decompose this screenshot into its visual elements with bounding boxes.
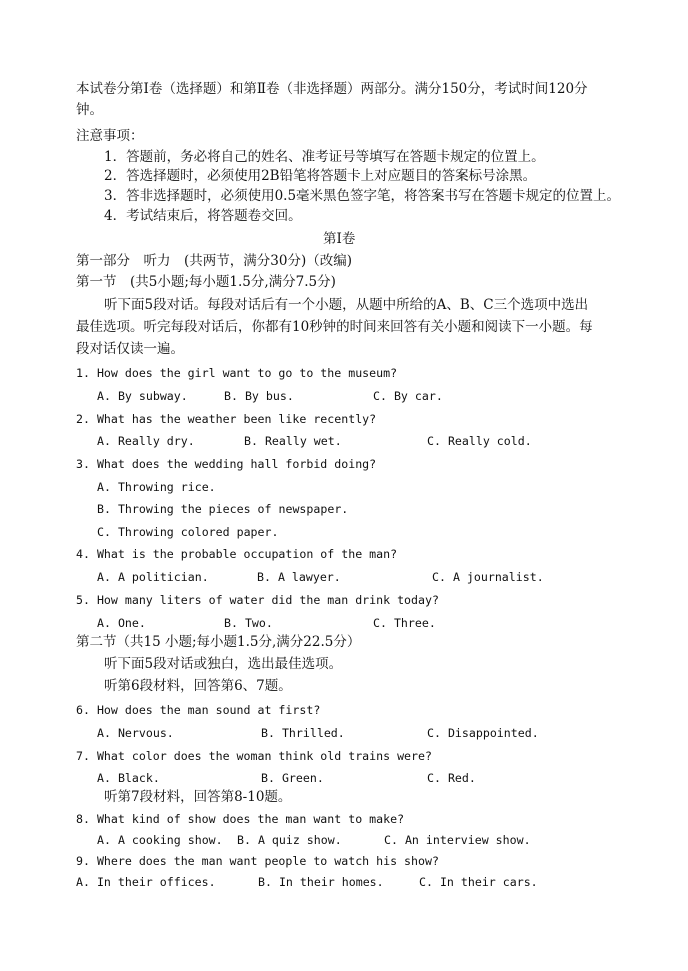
question-8: 8. What kind of show does the man want to make? [76, 812, 405, 826]
option-1b: B. By bus. [224, 389, 294, 403]
option-9b: B. In their homes. [258, 875, 384, 889]
question-2: 2. What has the weather been like recently? [76, 412, 377, 426]
option-9c: C. In their cars. [419, 875, 538, 889]
option-7c: C. Red. [427, 771, 476, 785]
option-1a: A. By subway. [97, 389, 188, 403]
question-5: 5. How many liters of water did the man drink today? [76, 593, 439, 607]
note-item: 1．答题前，务必将自己的姓名、准考证号等填写在答题卡规定的位置上。 [104, 149, 545, 165]
material-6-note: 听第6段材料，回答第6、7题。 [104, 678, 292, 694]
option-7a: A. Black. [97, 771, 160, 785]
intro-line-1: 本试卷分第Ⅰ卷（选择题）和第Ⅱ卷（非选择题）两部分。满分150分，考试时间120分 [76, 81, 588, 97]
section1-instruction: 段对话仅读一遍。 [76, 341, 184, 357]
option-2b: B. Really wet. [244, 434, 342, 448]
option-4b: B. A lawyer. [257, 570, 341, 584]
material-7-note: 听第7段材料，回答第8-10题。 [104, 789, 292, 805]
option-2a: A. Really dry. [97, 434, 195, 448]
section1-instruction: 最佳选项。听完每段对话后，你都有10秒钟的时间来回答有关小题和阅读下一小题。每 [76, 319, 593, 335]
option-4a: A. A politician. [97, 570, 209, 584]
option-3a: A. Throwing rice. [97, 480, 216, 494]
option-3c: C. Throwing colored paper. [97, 525, 279, 539]
note-item: 4．考试结束后，将答题卷交回。 [104, 208, 302, 224]
option-6c: C. Disappointed. [427, 726, 539, 740]
volume-title: 第Ⅰ卷 [323, 231, 356, 247]
option-6a: A. Nervous. [97, 726, 174, 740]
question-9: 9. Where does the man want people to watch his show? [76, 854, 439, 868]
section1-instruction: 听下面5段对话。每段对话后有一个小题，从题中所给的A、B、C三个选项中选出 [104, 297, 589, 313]
note-item: 3．答非选择题时，必须使用0.5毫米黑色签字笔，将答案书写在答题卡规定的位置上。 [104, 188, 621, 204]
option-8a: A. A cooking show. [97, 833, 223, 847]
note-item: 2．答选择题时，必须使用2B铅笔将答题卡上对应题目的答案标号涂黑。 [104, 168, 537, 184]
section2-title: 第二节（共15 小题;每小题1.5分,满分22.5分） [76, 634, 361, 650]
option-1c: C. By car. [373, 389, 443, 403]
option-7b: B. Green. [261, 771, 324, 785]
part1-title: 第一部分 听力 (共两节，满分30分)（改编) [76, 253, 352, 269]
option-5b: B. Two. [224, 616, 273, 630]
question-1: 1. How does the girl want to go to the museum? [76, 366, 398, 380]
section2-instruction: 听下面5段对话或独白，选出最佳选项。 [104, 656, 343, 672]
option-2c: C. Really cold. [427, 434, 532, 448]
option-8c: C. An interview show. [384, 833, 531, 847]
question-4: 4. What is the probable occupation of the man? [76, 547, 398, 561]
section1-title: 第一节 (共5小题;每小题1.5分,满分7.5分) [76, 274, 336, 290]
option-5c: C. Three. [373, 616, 436, 630]
option-8b: B. A quiz show. [237, 833, 342, 847]
option-4c: C. A journalist. [432, 570, 544, 584]
question-3: 3. What does the wedding hall forbid doing? [76, 457, 377, 471]
question-7: 7. What color does the woman think old trains were? [76, 749, 432, 763]
option-5a: A. One. [97, 616, 146, 630]
option-6b: B. Thrilled. [261, 726, 345, 740]
intro-line-2: 钟。 [76, 102, 103, 118]
option-3b: B. Throwing the pieces of newspaper. [97, 502, 349, 516]
option-9a: A. In their offices. [76, 875, 216, 889]
question-6: 6. How does the man sound at first? [76, 703, 321, 717]
notes-heading: 注意事项： [76, 128, 144, 144]
